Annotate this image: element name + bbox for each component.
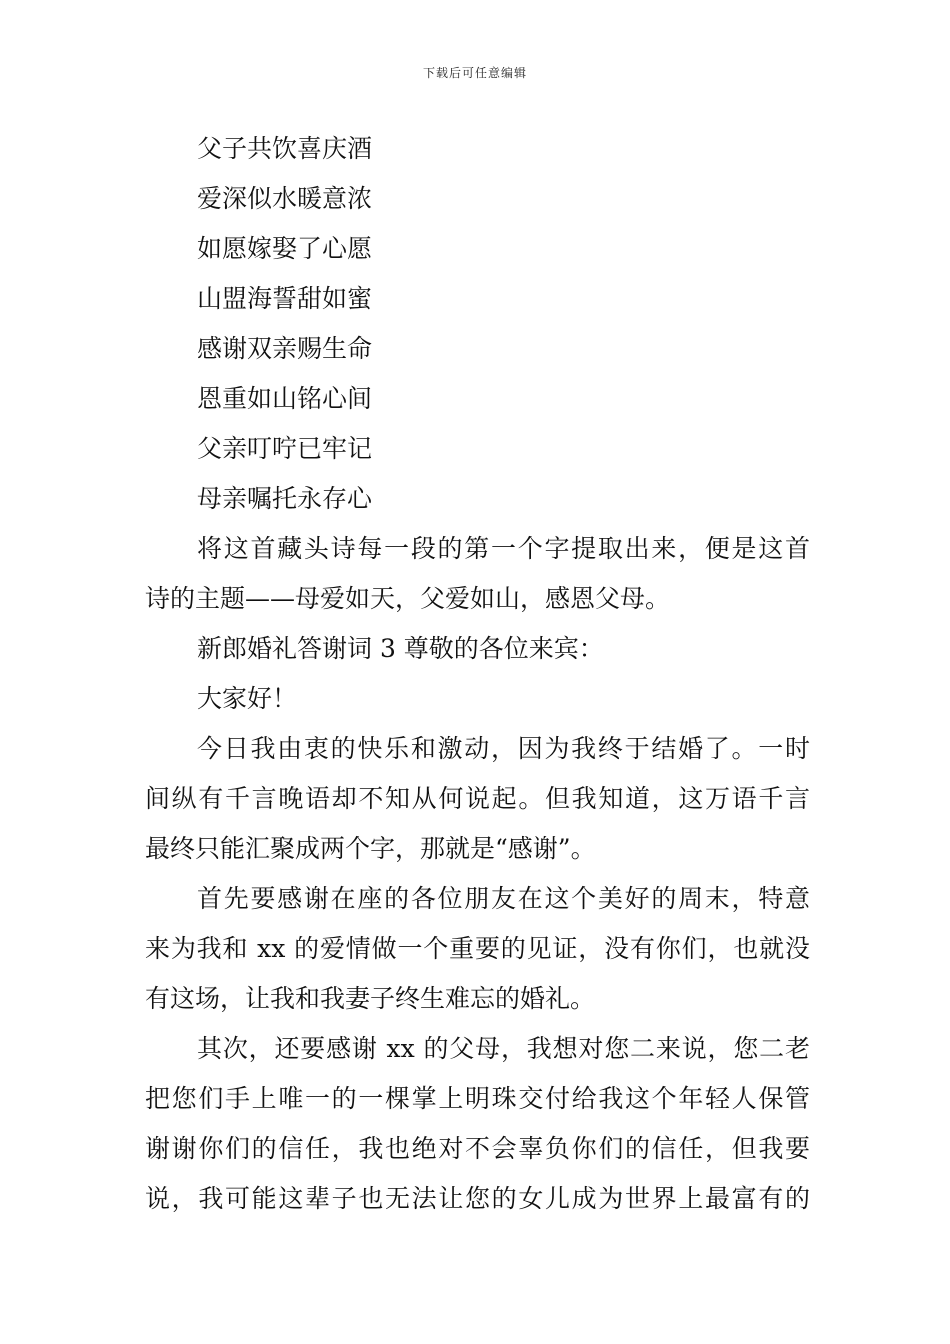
paragraph-section-title — [145, 624, 810, 674]
paragraph-line: 说，我可能这辈子也无法让您的女儿成为世界上最富有的 — [145, 1184, 810, 1213]
paragraph-line: 大家好！ — [197, 684, 298, 713]
paragraph-line: 有这场，让我和我妻子终生难忘的婚礼。 — [145, 984, 596, 1013]
paragraph-line: 最终只能汇聚成两个字，那就是“感谢”。 — [145, 834, 596, 863]
poem-line: 父子共饮喜庆酒 — [197, 134, 373, 163]
poem-line: 母亲嘱托永存心 — [197, 484, 373, 513]
paragraph-line: 谢谢你们的信任，我也绝对不会辜负你们的信任，但我要 — [145, 1134, 810, 1163]
poem-line: 父亲叮咛已牢记 — [197, 434, 373, 463]
paragraph-line: 首先要感谢在座的各位朋友在这个美好的周末，特意 — [197, 884, 810, 913]
paragraph-line: 其次，还要感谢 xx 的父母，我想对您二来说，您二老 — [197, 1034, 810, 1063]
paragraph-line: 今日我由衷的快乐和激动，因为我终于结婚了。一时 — [197, 734, 810, 763]
paragraph-thank-friends — [145, 874, 810, 1024]
poem-line: 恩重如山铭心间 — [197, 384, 373, 413]
paragraph-greeting — [145, 674, 810, 724]
document-body — [145, 124, 810, 1224]
paragraph-joy — [145, 724, 810, 874]
paragraph-line: 将这首藏头诗每一段的第一个字提取出来，便是这首 — [197, 534, 810, 563]
acrostic-poem — [145, 124, 810, 524]
page-header: 下载后可任意编辑 — [422, 66, 527, 80]
paragraph-line: 新郎婚礼答谢词 3 尊敬的各位来宾： — [197, 634, 604, 663]
paragraph-thank-parents — [145, 1024, 810, 1224]
paragraph-line: 把您们手上唯一的一棵掌上明珠交付给我这个年轻人保管 — [145, 1084, 810, 1113]
paragraph-line: 诗的主题——母爱如天，父爱如山，感恩父母。 — [145, 584, 671, 613]
poem-line: 如愿嫁娶了心愿 — [197, 234, 373, 263]
poem-line: 山盟海誓甜如蜜 — [197, 284, 373, 313]
poem-line: 爱深似水暖意浓 — [197, 184, 373, 213]
poem-line: 感谢双亲赐生命 — [197, 334, 373, 363]
paragraph-line: 间纵有千言晚语却不知从何说起。但我知道，这万语千言 — [145, 784, 810, 813]
paragraph-poem-explanation — [145, 524, 810, 624]
paragraph-line: 来为我和 xx 的爱情做一个重要的见证，没有你们，也就没 — [145, 934, 810, 963]
